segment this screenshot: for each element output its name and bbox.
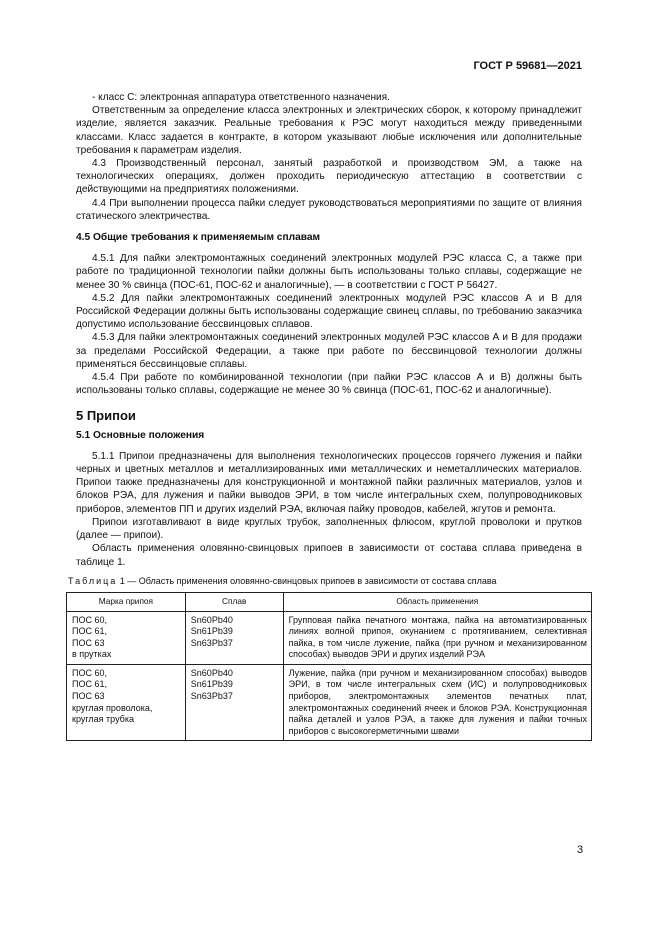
table-row [67, 611, 592, 664]
paragraph: Ответственным за определение класса электронных и электрических сборок, к которому принадлежит изделие, является заказчик. Реальные требования к РЭС могут находиться между приведенными классами. Класс задается в контракте, в котором указывают любые исключения или дополнительные требования к параметрам изделия. [76, 105, 582, 156]
brand-line: ПОС 60, [72, 614, 107, 625]
alloy-line: Sn63Pb37 [190, 691, 233, 702]
alloy-line: Sn63Pb37 [190, 637, 233, 648]
alloy-line: Sn61Pb39 [190, 679, 233, 690]
brand-line: в прутках [72, 649, 112, 660]
brand-line: ПОС 60, [72, 667, 107, 678]
alloy-line: Sn61Pb39 [190, 626, 233, 637]
document-header: ГОСТ Р 59681—2021 [473, 60, 582, 72]
page-number: 3 [577, 844, 584, 856]
column-header-usage: Область применения [283, 592, 591, 611]
brand-line: круглая проволока, круглая трубка [72, 702, 153, 725]
brand-line: ПОС 63 [72, 637, 105, 648]
page-content [68, 91, 587, 741]
section-heading: 4.5 Общие требования к применяемым сплавам [76, 232, 321, 244]
paragraph: Припои изготавливают в виде круглых трубок, заполненных флюсом, круглой проволоки и прутков (далее — припои). [76, 516, 582, 542]
cell-usage: Лужение, пайка (при ручном и механизированном способах) выводов ЭРИ, в том числе интегральных схем (ИС) и полупроводниковых приборов, электромонтажных элементов печатных плат, электромонтажных соединений ячеек и блоков РЭА. Конструкционная пайка деталей и узлов РЭА, а также для лужения и пайки точных приборов с высокогерметичными швами [283, 664, 591, 741]
cell-alloy [185, 611, 283, 664]
cell-usage: Групповая пайка печатного монтажа, пайка на автоматизированных линиях волной припоя, окунанием с протягиванием, селективная пайка, в том числе лужение, пайка (при ручном и механизированном способах) выводов ЭРИ и других изделий РЭА [283, 611, 591, 664]
paragraph: - класс С: электронная аппаратура ответственного назначения. [92, 92, 390, 103]
table-caption-text: 1 — Область применения оловянно-свинцовых припоев в зависимости от состава сплава [117, 575, 497, 586]
alloy-line: Sn60Pb40 [190, 667, 233, 678]
paragraph: Область применения оловянно-свинцовых припоев в зависимости от состава сплава приведена в таблице 1. [76, 543, 582, 568]
table-caption [68, 575, 582, 588]
cell-brand [67, 611, 186, 664]
section-heading: 5.1 Основные положения [76, 429, 205, 441]
table-header-row [67, 592, 592, 611]
paragraph: 4.3 Производственный персонал, занятый разработкой и производством ЭМ, а также на технологических операциях, должен проходить периодическую аттестацию в соответствии с действующими на предприятиях положениями. [76, 158, 582, 196]
brand-line: ПОС 63 [72, 691, 105, 702]
brand-line: ПОС 61, [72, 679, 107, 690]
paragraph: 4.5.2 Для пайки электромонтажных соединений электронных модулей РЭС классов А и В для Российской Федерации должны быть использованы содержащие свинец сплавы, по требованию заказчика допустимо использование бессвинцовых сплавов. [76, 292, 582, 331]
paragraph: 4.5.1 Для пайки электромонтажных соединений электронных модулей РЭС класса С, а также при работе по традиционной технологии пайки должны быть использованы только сплавы, содержащие не менее 30 % свинца (ПОС-61, ПОС-62 и аналогичные), — в соответствии с ГОСТ Р 56427. [76, 253, 582, 291]
cell-alloy [185, 664, 283, 741]
table-caption-word: Таблица [68, 575, 118, 586]
solder-table [66, 592, 592, 742]
paragraph: 5.1.1 Припои предназначены для выполнения технологических процессов горячего лужения и пайки черных и цветных металлов и металлизированных ими металлических и неметаллических материалов. Припои также предназначены для конструкционной и монтажной пайки различных материалов, узлов и блоков РЭА, для лужения и пайки выводов ЭРИ, в том числе интегральных схем, полупроводниковых приборов, элементов ПП и других изделий РЭА, включая пайку проводов, кабелей, жгутов и ремонта. [76, 450, 582, 515]
paragraph: 4.5.3 Для пайки электромонтажных соединений электронных модулей РЭС классов А и В для продажи за пределами Российской Федерации, а также при работе по бессвинцовой технологии должны применяться бессвинцовые сплавы. [76, 332, 582, 370]
column-header-brand: Марка припоя [67, 592, 186, 611]
brand-line: ПОС 61, [72, 626, 107, 637]
paragraph: 4.5.4 При работе по комбинированной технологии (при пайки РЭС классов А и В) должны быть использованы только сплавы, содержащие не менее 30 % свинца (ПОС-61, ПОС-62 и аналогичные). [76, 372, 582, 397]
column-header-alloy: Сплав [185, 592, 283, 611]
cell-brand [67, 664, 186, 741]
chapter-heading: 5 Припои [76, 408, 136, 424]
paragraph: 4.4 При выполнении процесса пайки следует руководствоваться мероприятиями по защите от влияния статического электричества. [76, 197, 582, 222]
table-row [67, 664, 592, 741]
alloy-line: Sn60Pb40 [190, 614, 233, 625]
